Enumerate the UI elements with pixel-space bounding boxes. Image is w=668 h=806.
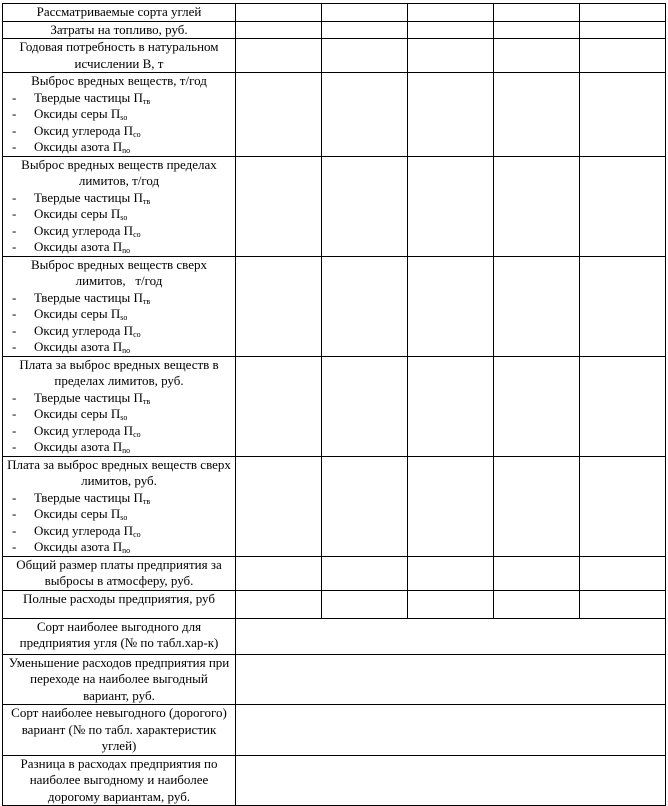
pollutant-subscript: no (122, 246, 131, 255)
pollutant-subscript: so (120, 413, 128, 422)
data-cell[interactable] (408, 456, 494, 556)
pollutant-label: Твердые частицы П (34, 189, 143, 205)
best-grade-value-cell[interactable] (236, 618, 666, 654)
data-cell[interactable] (408, 590, 494, 618)
dash-marker: - (12, 122, 17, 138)
emission-row (3, 73, 666, 157)
data-cell[interactable] (322, 256, 408, 356)
dash-marker: - (12, 289, 17, 305)
data-cell[interactable] (580, 590, 666, 618)
emission-over-limits-title: Выброс вредных веществ сверх лимитов, т/год (30, 256, 211, 288)
pollutant-label: Оксид углерода П (34, 222, 134, 238)
fee-over-limits-row (3, 456, 666, 556)
emission-within-limits-label (3, 156, 236, 256)
pollutant-subscript: тв (142, 296, 151, 306)
pollutant-subscript: no (122, 546, 131, 555)
pollutant-subscript: no (122, 346, 131, 355)
data-cell[interactable] (322, 156, 408, 256)
pollutant-subscript: no (122, 446, 131, 455)
list-item (6, 406, 232, 423)
dash-marker: - (12, 222, 17, 238)
data-cell[interactable] (236, 21, 322, 39)
data-cell[interactable] (322, 356, 408, 456)
data-cell[interactable] (236, 256, 322, 356)
pollutant-label: Оксиды серы П (34, 306, 121, 321)
data-cell[interactable] (236, 556, 322, 590)
data-cell[interactable] (408, 156, 494, 256)
data-cell[interactable] (322, 39, 408, 73)
data-cell[interactable] (494, 73, 580, 157)
dash-marker: - (12, 506, 17, 521)
pollutant-subscript: тв (142, 496, 151, 506)
data-cell[interactable] (408, 21, 494, 39)
list-item (6, 323, 232, 340)
list-item (6, 190, 232, 207)
dash-marker: - (12, 106, 17, 121)
data-cell[interactable] (236, 590, 322, 618)
best-grade-row (3, 618, 666, 654)
emission-within-limits-row (3, 156, 666, 256)
data-cell[interactable] (322, 21, 408, 39)
best-grade-label: Сорт наиболее выгодного для предприятия угля (№ по табл.хар-к) (3, 618, 236, 654)
emission-over-limits-label (3, 256, 236, 356)
data-cell[interactable] (322, 73, 408, 157)
data-cell[interactable] (408, 556, 494, 590)
emission-within-limits-title: Выброс вредных веществ пределах лимитов, т/год (21, 156, 217, 188)
grade-column-cell[interactable] (408, 4, 494, 22)
data-cell[interactable] (580, 556, 666, 590)
pollutant-subscript: co (133, 329, 141, 339)
pollutant-label: Оксиды серы П (34, 206, 121, 221)
dash-marker: - (12, 539, 17, 554)
pollutant-subscript: co (133, 429, 141, 439)
data-cell[interactable] (494, 156, 580, 256)
data-cell[interactable] (408, 356, 494, 456)
coal-comparison-table (2, 3, 666, 806)
data-cell[interactable] (580, 73, 666, 157)
list-item (6, 539, 232, 556)
data-cell[interactable] (408, 256, 494, 356)
list-item (6, 290, 232, 307)
pollutant-label: Оксиды серы П (34, 406, 121, 421)
total-fee-row (3, 556, 666, 590)
pollutant-label: Твердые частицы П (34, 289, 143, 305)
pollutant-label: Оксиды азота П (34, 339, 123, 354)
fee-over-limits-label (3, 456, 236, 556)
data-cell[interactable] (494, 590, 580, 618)
grade-column-cell[interactable] (494, 4, 580, 22)
data-cell[interactable] (494, 256, 580, 356)
list-item (6, 123, 232, 140)
cost-difference-row (3, 755, 666, 806)
pollutant-label: Оксид углерода П (34, 122, 134, 138)
dash-marker: - (12, 389, 17, 405)
data-cell[interactable] (494, 556, 580, 590)
cost-reduction-label: Уменьшение расходов предприятия при переходе на наиболее выгодный вариант, руб. (3, 654, 236, 705)
data-cell[interactable] (580, 156, 666, 256)
list-item (6, 439, 232, 456)
list-item (6, 490, 232, 507)
pollutant-label: Твердые частицы П (34, 389, 143, 405)
cost-reduction-row (3, 654, 666, 705)
worst-grade-label: Сорт наиболее невыгодного (дорогого) вариант (№ по табл. характеристик углей) (3, 705, 236, 756)
cost-reduction-value-cell[interactable] (236, 654, 666, 705)
list-item (6, 523, 232, 540)
list-item (6, 306, 232, 323)
dash-marker: - (12, 306, 17, 321)
emission-label (3, 73, 236, 157)
pollutant-subscript: so (120, 213, 128, 222)
list-item (6, 390, 232, 407)
pollutant-subscript: no (122, 146, 131, 155)
list-item (6, 139, 232, 156)
fuel-cost-row (3, 21, 666, 39)
fee-within-limits-title: Плата за выброс вредных веществ в пределах лимитов, руб. (19, 356, 219, 388)
grade-column-cell[interactable] (580, 4, 666, 22)
data-cell[interactable] (494, 21, 580, 39)
pollutant-subscript: тв (142, 196, 151, 206)
list-item (6, 506, 232, 523)
data-cell[interactable] (236, 39, 322, 73)
pollutant-label: Твердые частицы П (34, 89, 143, 105)
full-costs-row (3, 590, 666, 618)
pollutant-subscript: so (120, 313, 128, 322)
pollutant-label: Оксид углерода П (34, 522, 134, 538)
data-cell[interactable] (322, 456, 408, 556)
pollutant-label: Оксиды азота П (34, 439, 123, 454)
list-item (6, 223, 232, 240)
data-cell[interactable] (322, 590, 408, 618)
worst-grade-row (3, 705, 666, 756)
dash-marker: - (12, 422, 17, 438)
pollutant-label: Твердые частицы П (34, 489, 143, 505)
grade-column-cell[interactable] (322, 4, 408, 22)
header-label: Рассматриваемые сорта углей (3, 4, 236, 22)
fee-within-limits-label (3, 356, 236, 456)
grade-column-cell[interactable] (236, 4, 322, 22)
data-cell[interactable] (322, 556, 408, 590)
worst-grade-value-cell[interactable] (236, 705, 666, 756)
data-cell[interactable] (494, 39, 580, 73)
pollutant-subscript: co (133, 129, 141, 139)
pollutant-subscript: тв (142, 396, 151, 406)
pollutant-subscript: so (120, 513, 128, 522)
pollutant-label: Оксиды серы П (34, 506, 121, 521)
pollutant-label: Оксид углерода П (34, 322, 134, 338)
pollutant-label: Оксиды азота П (34, 539, 123, 554)
data-cell[interactable] (236, 156, 322, 256)
dash-marker: - (12, 139, 17, 154)
pollutant-label: Оксиды азота П (34, 239, 123, 254)
data-cell[interactable] (580, 256, 666, 356)
list-item (6, 206, 232, 223)
dash-marker: - (12, 206, 17, 221)
list-item (6, 423, 232, 440)
pollutant-subscript: тв (142, 96, 151, 106)
full-costs-label: Полные расходы предприятия, руб (3, 590, 236, 618)
pollutant-subscript: co (133, 529, 141, 539)
list-item (6, 239, 232, 256)
cost-difference-label: Разница в расходах предприятия по наиболее выгодному и наиболее дорогому вариантам, руб. (3, 755, 236, 806)
dash-marker: - (12, 239, 17, 254)
pollutant-subscript: so (120, 113, 128, 122)
fuel-cost-label: Затраты на топливо, руб. (3, 21, 236, 39)
dash-marker: - (12, 339, 17, 354)
list-item (6, 339, 232, 356)
dash-marker: - (12, 489, 17, 505)
data-cell[interactable] (580, 21, 666, 39)
data-cell[interactable] (236, 456, 322, 556)
dash-marker: - (12, 522, 17, 538)
data-cell[interactable] (580, 356, 666, 456)
data-cell[interactable] (494, 456, 580, 556)
data-cell[interactable] (236, 73, 322, 157)
list-item (6, 90, 232, 107)
cost-difference-value-cell[interactable] (236, 755, 666, 806)
data-cell[interactable] (408, 39, 494, 73)
data-cell[interactable] (494, 356, 580, 456)
emission-title: Выброс вредных веществ, т/год (31, 73, 207, 88)
annual-need-label: Годовая потребность в натуральном исчислении В, т (3, 39, 236, 73)
pollutant-label: Оксиды серы П (34, 106, 121, 121)
list-item (6, 106, 232, 123)
data-cell[interactable] (236, 356, 322, 456)
dash-marker: - (12, 322, 17, 338)
emission-over-limits-row (3, 256, 666, 356)
data-cell[interactable] (580, 39, 666, 73)
header-row (3, 4, 666, 22)
pollutant-label: Оксиды азота П (34, 139, 123, 154)
total-fee-label: Общий размер платы предприятия за выбросы в атмосферу, руб. (3, 556, 236, 590)
data-cell[interactable] (580, 456, 666, 556)
data-cell[interactable] (408, 73, 494, 157)
fee-over-limits-title: Плата за выброс вредных веществ сверх лимитов, руб. (7, 456, 231, 488)
dash-marker: - (12, 189, 17, 205)
annual-need-row (3, 39, 666, 73)
dash-marker: - (12, 406, 17, 421)
dash-marker: - (12, 89, 17, 105)
pollutant-subscript: co (133, 229, 141, 239)
pollutant-label: Оксид углерода П (34, 422, 134, 438)
fee-within-limits-row (3, 356, 666, 456)
dash-marker: - (12, 439, 17, 454)
